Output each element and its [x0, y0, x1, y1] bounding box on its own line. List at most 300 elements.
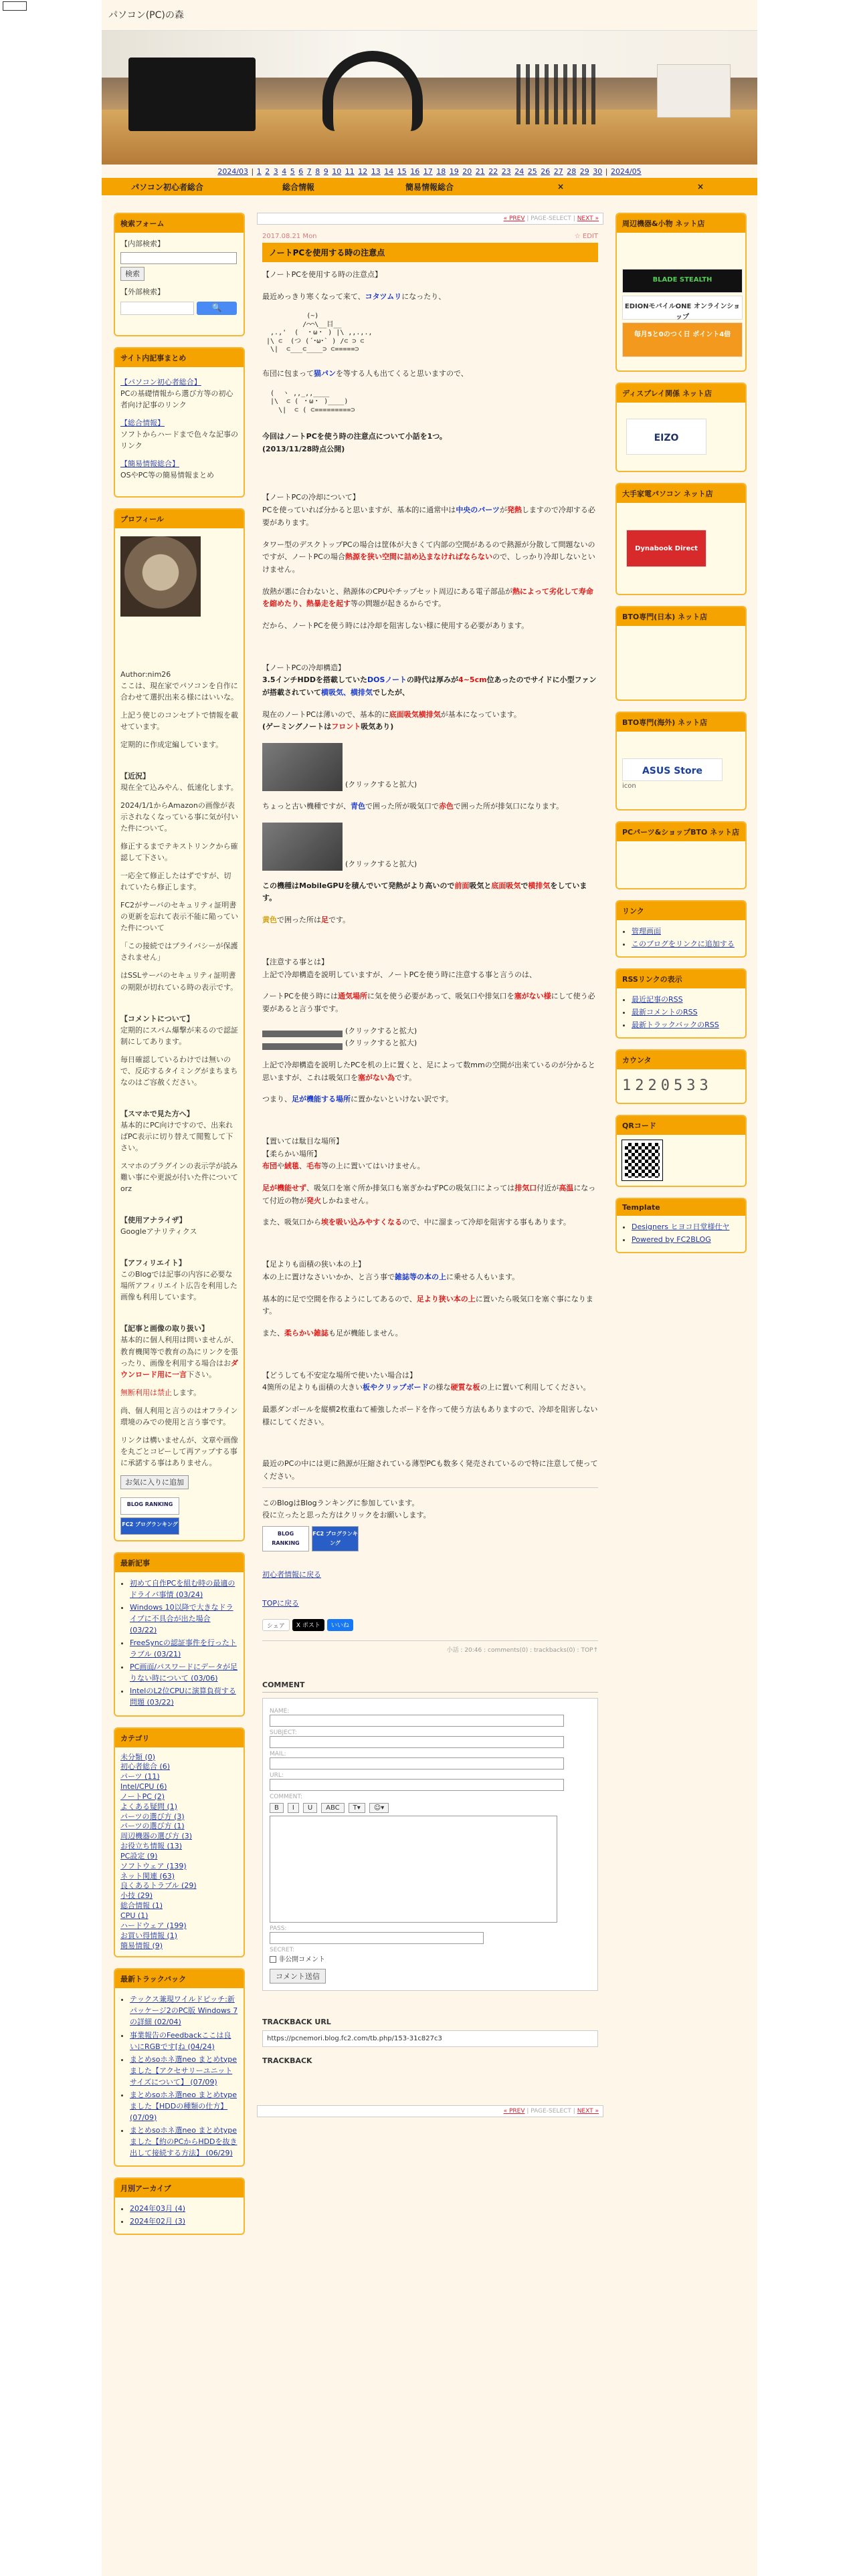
share-button[interactable]: シェア — [262, 1619, 290, 1631]
laptop-bottom-image[interactable] — [262, 743, 343, 791]
plugin-title: プロフィール — [115, 510, 244, 528]
profile-text: 尚、個人利用と言うのはオフライン環境のみでの使用と言う事です。 — [120, 1406, 238, 1426]
ad-blade-stealth[interactable]: BLADE STEALTH — [622, 269, 743, 293]
category-item[interactable]: PC設定 (9) — [120, 1851, 158, 1860]
trackback-item — [130, 1994, 238, 2028]
profile-author: Author:nim26 — [120, 669, 171, 679]
blog-ranking-banner[interactable]: BLOG RANKING — [120, 1497, 179, 1515]
post-paragraph: 上記で冷却構造を説明していますが、ノートPCを使う時に注意する事と言うのは、 — [262, 970, 537, 979]
plugin-title: 周辺機器&小物 ネット店 — [617, 214, 745, 233]
calendar-prev-month[interactable]: 2024/03 — [217, 167, 249, 176]
calendar-day-link[interactable]: 21 — [475, 167, 485, 176]
search-icon[interactable]: 🔍 — [197, 302, 237, 315]
rss-list — [622, 994, 740, 1031]
category-item[interactable]: パーツ (11) — [120, 1772, 160, 1782]
site-header — [102, 0, 757, 31]
profile-text: はSSLサーバのセキュリティ証明書の期限が切れている時の表示です。 — [120, 971, 238, 992]
name-input[interactable] — [270, 1715, 564, 1727]
recent-item — [130, 1578, 238, 1600]
recent-item-link[interactable]: FreeSyncの認証事件を行ったトラブル (03/21) — [130, 1638, 237, 1659]
profile-plugin — [114, 508, 245, 1541]
pass-label: PASS: — [270, 1925, 287, 1933]
calendar-day-link[interactable]: 27 — [553, 167, 563, 176]
rss-plugin — [615, 968, 747, 1039]
profile-text: 「この接続ではプライバシーが保護されません」 — [120, 942, 238, 962]
category-item[interactable]: CPU (1) — [120, 1911, 149, 1921]
page-container — [102, 0, 757, 2576]
trackback-item — [130, 2089, 238, 2123]
recent-item-link[interactable]: 初めて自作PCを組む時の最適のドライバ事情 (03/24) — [130, 1579, 235, 1600]
monitor-shape — [128, 58, 256, 131]
x-post-button[interactable]: X ポスト — [292, 1619, 324, 1631]
laptop-side-image-2[interactable] — [262, 1043, 343, 1050]
calendar-day-link[interactable]: 28 — [567, 167, 577, 176]
trackback-item-link[interactable]: まとめsoホネ選neo まとめtypeました【HDDの種類の仕方】 (07/09) — [130, 2090, 237, 2122]
category-item[interactable]: 周辺機器の選び方 (3) — [120, 1832, 193, 1841]
profile-text: 毎日確認しているわけでは無いので、反応するタイミングがまちまちなのはご容赦ください。 — [120, 1055, 238, 1087]
recent-item-link[interactable]: IntelのL2位CPUに演算負荷する問題 (03/22) — [130, 1687, 236, 1707]
trackback-list — [120, 1994, 238, 2159]
post-date-row — [262, 233, 598, 240]
profile-text: 現在全て込みやん、低速化します。 — [120, 782, 238, 792]
back-top-link[interactable]: TOPに戻る — [262, 1598, 300, 1608]
recent-item — [130, 1685, 238, 1708]
trackback-item-link[interactable]: 事業報告のFeedbackここは良いにRGBです[ね (04/24) — [130, 2030, 231, 2051]
profile-text: 一応全て修正したはずですが、切れていたら修正します。 — [120, 871, 231, 892]
category-item[interactable]: ノートPC (2) — [120, 1792, 165, 1801]
fc2-ranking-banner[interactable]: FC2 ブログランキング — [120, 1517, 179, 1535]
name-label: NAME: — [270, 1708, 290, 1715]
left-sidebar — [114, 213, 245, 2246]
profile-text: 修正するまでテキストリンクから確認して下さい。 — [120, 842, 238, 863]
post-paragraph: 足が機能せず、吸気口を塞ぐ所か排気口も塞ぎかねずPCの吸気口によっては排気口付近が高温になって付近の物が発火しかねません。 — [262, 1184, 596, 1205]
counter-plugin — [615, 1049, 747, 1104]
summary-link-general[interactable]: 【総合情報】 — [120, 419, 165, 428]
ad-point[interactable]: 毎月5と0のつく日 ポイント4倍 — [622, 322, 743, 357]
like-button[interactable]: いいね — [327, 1619, 353, 1631]
plugin-title: リンク — [617, 901, 745, 920]
post-title: ノートPCを使用する時の注意点 — [262, 243, 598, 262]
calendar-day-link[interactable]: 9 — [323, 167, 328, 176]
blog-ranking-banner[interactable]: BLOG RANKING — [262, 1526, 309, 1551]
qr-code — [622, 1140, 662, 1180]
rss-item-link[interactable]: 最新コメントのRSS — [632, 1007, 698, 1016]
summary-desc: OSやPC等の簡易情報まとめ — [120, 471, 214, 480]
profile-heading: 【アフィリエイト】 — [120, 1259, 186, 1268]
plugin-title: BTO専門(海外) ネット店 — [617, 713, 745, 732]
google-search-input[interactable] — [120, 302, 194, 315]
category-item[interactable]: よくある疑問 (1) — [120, 1802, 178, 1811]
nav-close-icon-2[interactable]: × — [696, 182, 704, 191]
calendar-day-link[interactable]: 19 — [449, 167, 459, 176]
avatar — [120, 536, 201, 617]
archive-item-link[interactable]: 2024年02月 (3) — [130, 2217, 186, 2226]
calendar-day-link[interactable]: 2 — [265, 167, 270, 176]
summary-link-beginner[interactable]: 【パソコン初心者総合】 — [120, 378, 201, 387]
recent-list — [120, 1578, 238, 1709]
right-plugin-maker — [615, 483, 747, 595]
category-item[interactable]: 初心者総合 (6) — [120, 1762, 171, 1772]
template-item — [632, 1221, 740, 1232]
main-content — [257, 213, 603, 2117]
trackback-item-link[interactable]: まとめsoホネ選neo まとめtypeました【約のPCからHDDを抜き出して接続する方法】 (06/29) — [130, 2125, 237, 2157]
rss-item-link[interactable]: 最新トラックバックのRSS — [632, 1020, 719, 1029]
header-photo — [102, 31, 757, 165]
profile-text: 基本的にPC向けですので、出来ればPC表示に切り替えて閲覧して下さい。 — [120, 1120, 233, 1152]
plugin-title: 検索フォーム — [115, 214, 244, 233]
bold-button[interactable]: B — [270, 1803, 284, 1813]
recent-item-link[interactable]: PC画面/パスワードにデータが足りない時について (03/06) — [130, 1662, 238, 1683]
category-item[interactable]: ネット関連 (63) — [120, 1871, 175, 1881]
trackback-url[interactable]: https://pcnemori.blog.fc2.com/tb.php/153-31c827c3 — [262, 2030, 598, 2047]
link-list — [622, 926, 740, 950]
pager-prev[interactable]: « PREV — [503, 2108, 525, 2115]
category-item[interactable]: 小技 (29) — [120, 1891, 153, 1901]
secret-checkbox[interactable] — [270, 1956, 276, 1963]
search-plugin — [114, 213, 245, 336]
calendar-day-link[interactable]: 5 — [290, 167, 295, 176]
archive-item — [130, 2203, 238, 2214]
global-nav — [102, 178, 757, 195]
back-beginner-link[interactable]: 初心者情報に戻る — [262, 1570, 321, 1580]
profile-heading: 【記事と画像の取り扱い】 — [120, 1324, 209, 1333]
pager-bottom — [257, 2105, 603, 2117]
calendar-day-link[interactable]: 24 — [514, 167, 524, 176]
section-heading: 【ノートPCを使用する時の注意点】 — [262, 270, 382, 279]
post-paragraph: また、柔らかい雑誌も足が機能しません。 — [262, 1328, 403, 1337]
profile-text: 上記う使じのコンセプトで情報を載せています。 — [120, 710, 238, 731]
google-search — [120, 302, 238, 315]
laptop-side-image[interactable] — [262, 1031, 343, 1037]
calendar-day-link[interactable]: 10 — [332, 167, 342, 176]
calendar-day-link[interactable]: 23 — [501, 167, 511, 176]
link-item — [632, 926, 740, 937]
category-list — [120, 1753, 238, 1951]
post-paragraph: このBlogはBlogランキングに参加しています。 役に立ったと思った方はクリックをお願いします。 — [262, 1498, 431, 1520]
section-heading: 【ノートPCの冷却構造】 — [262, 663, 345, 672]
post-date: 2017.08.21 Mon — [262, 233, 317, 240]
profile-heading: 【使用アナライザ】 — [120, 1216, 187, 1225]
ranking-banners — [262, 1526, 598, 1551]
image-row: (クリックすると拡大) — [262, 823, 598, 871]
calendar-day-link[interactable]: 11 — [345, 167, 355, 176]
comment-label: COMMENT: — [270, 1794, 302, 1801]
pager-next[interactable]: NEXT » — [577, 2108, 599, 2115]
comment-title: COMMENT — [262, 1681, 598, 1693]
section-heading: 【どうしても不安定な場所で使いたい場合は】 — [262, 1370, 417, 1380]
category-item[interactable]: ハードウェア (199) — [120, 1921, 187, 1930]
link-item-link[interactable]: 管理画面 — [632, 926, 661, 936]
strike-button[interactable]: ABC — [321, 1803, 345, 1813]
calendar-day-link[interactable]: 6 — [298, 167, 304, 176]
ad-edion[interactable]: EDIONモバイルONE オンラインショップ — [622, 296, 743, 320]
post-footer: 小話 : 20:46 : comments(0) : trackbacks(0) : TOP↑ — [262, 1640, 598, 1654]
plugin-title: 最新トラックバック — [115, 1969, 244, 1988]
right-plugin-bto-jp — [615, 606, 747, 701]
nav-item-simple[interactable]: 簡易情報総合 — [405, 182, 454, 192]
box-shape — [657, 64, 731, 118]
laptop-gpu-image[interactable] — [262, 823, 343, 871]
recent-item — [130, 1602, 238, 1636]
recent-item — [130, 1637, 238, 1660]
calendar-day-link[interactable]: 22 — [488, 167, 498, 176]
category-item[interactable]: 良くあるトラブル (29) — [120, 1881, 197, 1891]
post-paragraph: 本の上に置けなさいいかか、と言う事で雑誌等の本の上に乗せる人もいます。 — [262, 1272, 520, 1281]
calendar-day-link[interactable]: 25 — [527, 167, 537, 176]
profile-heading: 【近況】 — [120, 771, 150, 780]
calendar-day-link[interactable]: 20 — [462, 167, 472, 176]
plugin-title: BTO専門(日本) ネット店 — [617, 607, 745, 626]
right-plugin-shop — [615, 213, 747, 372]
ascii-art-kotatsu: (~) /⌒⌒\__目__ ,.,' ( ・ω・ ) |\ ,,.,., |\ ⊂ (つ (´･ω･` ) /⊂ ⊃ ⊂ \| ⊂___⊂____⊃ ⊂=====⊃ — [266, 312, 373, 354]
category-plugin — [114, 1727, 245, 1958]
internal-search-label: 【内部検索】 — [120, 239, 165, 248]
archive-item — [130, 2216, 238, 2227]
trackback-item-link[interactable]: テックス兼現ワイルドピッチ:新パッケージ2のPC版 Windows 7の詳細 (02/04) — [130, 1995, 238, 2027]
subject-label: SUBJECT: — [270, 1729, 297, 1737]
image-row: (クリックすると拡大) (クリックすると拡大) — [262, 1025, 598, 1050]
pager-select[interactable]: | PAGE-SELECT | — [527, 2108, 575, 2115]
archive-plugin — [114, 2177, 245, 2235]
post-paragraph: 黄色で囲った所は足です。 — [262, 916, 351, 925]
category-item[interactable]: Intel/CPU (6) — [120, 1782, 167, 1792]
image-row: (クリックすると拡大) — [262, 743, 598, 791]
plugin-title: PCパーツ&ショップBTO ネット店 — [617, 823, 745, 841]
plugin-title: カテゴリ — [115, 1729, 244, 1747]
url-input[interactable] — [270, 1779, 564, 1791]
qr-plugin — [615, 1115, 747, 1187]
nav-item-beginner[interactable]: パソコン初心者総合 — [131, 182, 203, 192]
calendar-next-month[interactable]: 2024/05 — [610, 167, 642, 176]
post-paragraph: 3.5インチHDDを搭載していたDOSノートの時代は厚みが4~5cm位あったのでサイドに小型ファンが搭載されていて横吸気、横排気でしたが、 — [262, 675, 597, 697]
pager-top — [257, 213, 603, 225]
post-paragraph: つまり、足が機能する場所に置かないといけない訳です。 — [262, 1095, 454, 1104]
calendar-day-link[interactable]: 17 — [423, 167, 433, 176]
post-paragraph: この機種はMobileGPUを積んでいて発熱がより高いので前面吸気と底面吸気で横排気をしています。 — [262, 881, 587, 903]
plugin-title: RSSリンクの表示 — [617, 970, 745, 988]
pager-select[interactable]: | PAGE-SELECT | — [527, 215, 575, 222]
ascii-art-futon: ( ヽ ,,_,,____ |\ ⊂ ( ・ω・ )____) \| ⊂ ( ⊂=========⊃ — [270, 389, 355, 414]
trackback-url-title: TRACKBACK URL — [262, 2018, 331, 2027]
secret-label: SECRET: — [270, 1947, 295, 1954]
post-paragraph: 最近めっきり寒くなって来て、コタツムリになったり、 — [262, 292, 446, 301]
plugin-title: サイト内記事まとめ — [115, 348, 244, 367]
template-item — [632, 1234, 740, 1245]
post-paragraph: ちょっと古い機種ですが、青色で囲った所が吸気口で赤色で囲った所が排気口になります。 — [262, 802, 564, 811]
favorite-button[interactable]: お気に入りに追加 — [120, 1475, 189, 1489]
right-plugin-parts — [615, 821, 747, 889]
calendar-day-link[interactable]: 16 — [410, 167, 420, 176]
post-paragraph: だから、ノートPCを使う時には冷却を阻害しない様に使用する必要があります。 — [262, 621, 529, 630]
font-color-button[interactable]: T▾ — [349, 1803, 365, 1813]
fc2-ranking-banner[interactable]: FC2 ブログランキング — [312, 1526, 359, 1551]
calendar-days — [256, 167, 605, 176]
post-paragraph: 基本的に足で空間を作るようにしてあるので、足より狭い本の上に置いたら吸気口を塞ぐ事になります。 — [262, 1294, 593, 1316]
nav-close-icon[interactable]: × — [557, 182, 565, 191]
post-body — [257, 269, 603, 1631]
trackback-item — [130, 2125, 238, 2159]
post-paragraph: ノートPCを使う時には通気場所に気を使う必要があって、吸気口や排気口を塞がない様にして使う必要があると言う事です。 — [262, 992, 595, 1013]
profile-heading: 【スマホで見た方へ】 — [120, 1109, 194, 1118]
ad-asus-store[interactable]: ASUS Store — [622, 758, 723, 781]
post-paragraph: PCを使っていれば分かると思いますが、基本的に通常中は中央のパーツが発熱しますので冷却する必要があります。 — [262, 506, 595, 527]
link-plugin — [615, 900, 747, 958]
post-paragraph: 最近のPCの中には更に熱源が圧縮されている薄型PCも数多く発売されているので特に注意して使ってください。 — [262, 1458, 598, 1487]
rss-item — [632, 1006, 740, 1018]
calendar-day-link[interactable]: 18 — [436, 167, 446, 176]
category-item[interactable]: 簡易情報 (9) — [120, 1941, 163, 1950]
calendar-day-link[interactable]: 29 — [579, 167, 589, 176]
profile-text: Googleアナリティクス — [120, 1227, 197, 1237]
calendar-day-link[interactable]: 15 — [397, 167, 407, 176]
plugin-title: ディスプレイ関係 ネット店 — [617, 384, 745, 403]
site-title[interactable]: パソコン(PC)の森 — [108, 10, 184, 21]
calendar-sep: | — [605, 167, 608, 176]
summary-desc: ソフトからハードまで色々な記事のリンク — [120, 430, 238, 451]
rss-item-link[interactable]: 最近記事のRSS — [632, 994, 683, 1004]
profile-text: スマホのプラグインの表示学が読み難い事にや更説が付いた件についてorz — [120, 1162, 238, 1194]
calendar-day-link[interactable]: 4 — [282, 167, 287, 176]
pager-next[interactable]: NEXT » — [577, 215, 599, 222]
recent-plugin — [114, 1552, 245, 1717]
mail-input[interactable] — [270, 1757, 564, 1769]
trackback-item-link[interactable]: まとめsoホネ選neo まとめtypeました【アクセサリーユニットサイズについて】 (07/09) — [130, 2054, 237, 2086]
comment-section — [262, 1681, 598, 1991]
ad-eizo[interactable]: EIZO — [626, 419, 706, 455]
rss-item — [632, 1019, 740, 1031]
post-paragraph: 布団に包まって猫パンを等する人も出てくると思いますので、 — [262, 368, 468, 378]
calendar-day-link[interactable]: 1 — [256, 167, 262, 176]
profile-text: 定期的にスパム爆撃が来るので認証制にしてあります。 — [120, 1025, 238, 1046]
calendar-sep: | — [251, 167, 254, 176]
subject-input[interactable] — [270, 1736, 564, 1748]
plugin-title: 月別アーカイブ — [115, 2179, 244, 2197]
plugin-title: カウンタ — [617, 1051, 745, 1069]
pager-prev[interactable]: « PREV — [503, 215, 525, 222]
social-buttons — [262, 1619, 598, 1631]
calendar-day-link[interactable]: 14 — [384, 167, 394, 176]
category-item[interactable]: ソフトウェア (139) — [120, 1861, 187, 1870]
category-item[interactable]: お役立ち情報 (13) — [120, 1842, 183, 1851]
right-plugin-display — [615, 383, 747, 472]
calendar-day-link[interactable]: 3 — [273, 167, 278, 176]
right-sidebar — [615, 213, 747, 1264]
archive-item-link[interactable]: 2024年03月 (4) — [130, 2204, 186, 2214]
post-paragraph: 放熱が悪に合わないと、熱源体のCPUやチップセット周辺にある電子部品が熱によって劣化して寿命を縮めたり、熱暴走を起す等の問題が起きるからです。 — [262, 586, 593, 609]
category-item[interactable]: パーツの選び方 (3) — [120, 1812, 185, 1821]
template-list — [622, 1221, 740, 1245]
category-item[interactable]: お買い得情報 (1) — [120, 1931, 178, 1940]
rss-item — [632, 994, 740, 1005]
profile-text: ここは、現在家でパソコンを自作に合わせて選択出来る様にはいいな。 — [120, 681, 238, 702]
section-heading: 【足よりも面積の狭い本の上】 — [262, 1260, 365, 1269]
post-paragraph: 4箇所の足よりも面積の大きい板やクリップボードの様な硬質な板の上に置いて利用してください。 — [262, 1383, 591, 1392]
recent-item — [130, 1661, 238, 1684]
post-paragraph: 最悪ダンボールを縦横2枚重ねて補強したボードを作って使う方法もありますので、冷却を阻害しない様にしてください。 — [262, 1404, 598, 1426]
ad-dynabook[interactable]: Dynabook Direct — [626, 530, 706, 567]
summary-plugin — [114, 347, 245, 497]
summary-desc: PCの基礎情報から選び方等の初心者向け記事のリンク — [120, 389, 233, 410]
trackback-plugin — [114, 1968, 245, 2167]
archive-list — [120, 2203, 238, 2227]
comment-submit-button[interactable]: コメント送信 — [270, 1969, 326, 1983]
recent-item-link[interactable]: Windows 10以降で大きなドライブに不具合が出た場合 (03/22) — [130, 1603, 233, 1635]
calendar-day-link[interactable]: 8 — [315, 167, 320, 176]
category-item[interactable]: 総合情報 (1) — [120, 1901, 163, 1911]
italic-button[interactable]: I — [288, 1803, 299, 1813]
category-item[interactable]: パーツの選び方 (1) — [120, 1822, 185, 1831]
external-search-label: 【外部検索】 — [120, 288, 165, 297]
secret-row: 非公開コメント — [270, 1953, 591, 1963]
edit-link[interactable]: ☆ EDIT — [574, 233, 598, 240]
calendar-day-bar — [102, 165, 757, 178]
nav-item-general[interactable]: 総合情報 — [282, 182, 314, 192]
template-item-link[interactable]: Powered by FC2BLOG — [632, 1235, 711, 1244]
calendar-day-link[interactable]: 7 — [306, 167, 312, 176]
plugin-title: Template — [617, 1199, 745, 1216]
comment-textarea[interactable] — [270, 1816, 557, 1923]
profile-text: FC2がサーバのセキュリティ証明書の更新を忘れて表示不能に陥っていた件について — [120, 901, 238, 933]
calendar-day-link[interactable]: 13 — [371, 167, 381, 176]
plugin-title: QRコード — [617, 1116, 745, 1135]
plugin-title: 大手家電パソコン ネット店 — [617, 484, 745, 503]
post-paragraph: 布団や絨毯、毛布等の上に置いてはいけません。 — [262, 1162, 425, 1171]
post-paragraph: 上記で冷却構造を説明したPCを机の上に置くと、足によって数mmの空間が出来ているのが分かると思いますが、これは吸気口を塞がない為です。 — [262, 1060, 595, 1082]
profile-text: リンクは構いませんが、文章や画像を丸ごとコピーして再アップする事に承諾する事はありません。 — [120, 1435, 238, 1467]
calendar-day-link[interactable]: 12 — [358, 167, 368, 176]
search-button[interactable]: 検索 — [120, 267, 145, 281]
profile-text: 基本的に個人利用は問いませんが、教育機関等で教育の為にリンクを張ったり、画像を利用する場合はおダウンロード用に一言下さい。 — [120, 1335, 238, 1379]
pens-shape — [516, 64, 597, 124]
calendar-day-link[interactable]: 30 — [593, 167, 603, 176]
post-paragraph: 現在のノートPCは薄いので、基本的に底面吸気横排気が基本になっています。 (ゲーミングノートはフロント吸気あり) — [262, 710, 521, 732]
post-paragraph: 今回はノートPCを使う時の注意点について小話を1つ。 (2013/11/28時点公開) — [262, 432, 447, 453]
section-heading: 【ノートPCの冷却について】 — [262, 493, 360, 502]
broken-image-icon: icon — [622, 782, 636, 790]
comment-toolbar — [270, 1803, 591, 1813]
section-heading: 【置いては駄目な場所】 【柔らかい場所】 — [262, 1137, 343, 1158]
emoji-button[interactable]: ☺▾ — [369, 1803, 389, 1813]
link-item-link[interactable]: このブログをリンクに追加する — [632, 939, 735, 948]
comment-form — [262, 1698, 598, 1991]
profile-text: 2024/1/1からAmazonの画像が表示されなくなっている事に気が付いた件について。 — [120, 800, 238, 833]
search-input[interactable] — [120, 252, 237, 264]
url-label: URL: — [270, 1772, 284, 1780]
pass-input[interactable] — [270, 1932, 484, 1944]
link-item — [632, 938, 740, 950]
summary-link-simple[interactable]: 【簡易情報総合】 — [120, 459, 179, 469]
profile-text: 定期的に作成定編しています。 — [120, 740, 223, 749]
category-item[interactable]: 未分類 (0) — [120, 1752, 156, 1761]
trackback-item — [130, 2030, 238, 2052]
post-paragraph: また、吸気口から埃を吸い込みやすくなるので、中に溜まって冷却を阻害する事もあります。 — [262, 1218, 571, 1227]
profile-text: 無断利用は禁止します。 — [120, 1388, 201, 1397]
section-heading: 【注意する事とは】 — [262, 957, 328, 966]
underline-button[interactable]: U — [303, 1803, 317, 1813]
plugin-title: 最新記事 — [115, 1553, 244, 1572]
top-checkbox-frame — [3, 1, 27, 11]
right-plugin-bto-world — [615, 712, 747, 811]
calendar-day-link[interactable]: 26 — [541, 167, 551, 176]
post-paragraph: タワー型のデスクトップPCの場合は筐体が大きくて内部の空間があるので熱源が分散して問題ないのですが、ノートPCの場合熱源を狭い空間に詰め込まなければならないので、しっかり冷却しないといけません。 — [262, 540, 595, 574]
template-item-link[interactable]: Designers ヒヨコ日堂様仕ヤ — [632, 1222, 730, 1231]
visitor-counter: 1220533 — [622, 1077, 712, 1094]
profile-heading: 【コメントについて】 — [120, 1014, 194, 1023]
mail-label: MAIL: — [270, 1751, 286, 1758]
trackback-item — [130, 2054, 238, 2088]
template-plugin — [615, 1198, 747, 1253]
profile-text: このBlogでは記事の内容に必要な場所アフィリエイト広告を利用した画像も利用しています。 — [120, 1270, 237, 1302]
